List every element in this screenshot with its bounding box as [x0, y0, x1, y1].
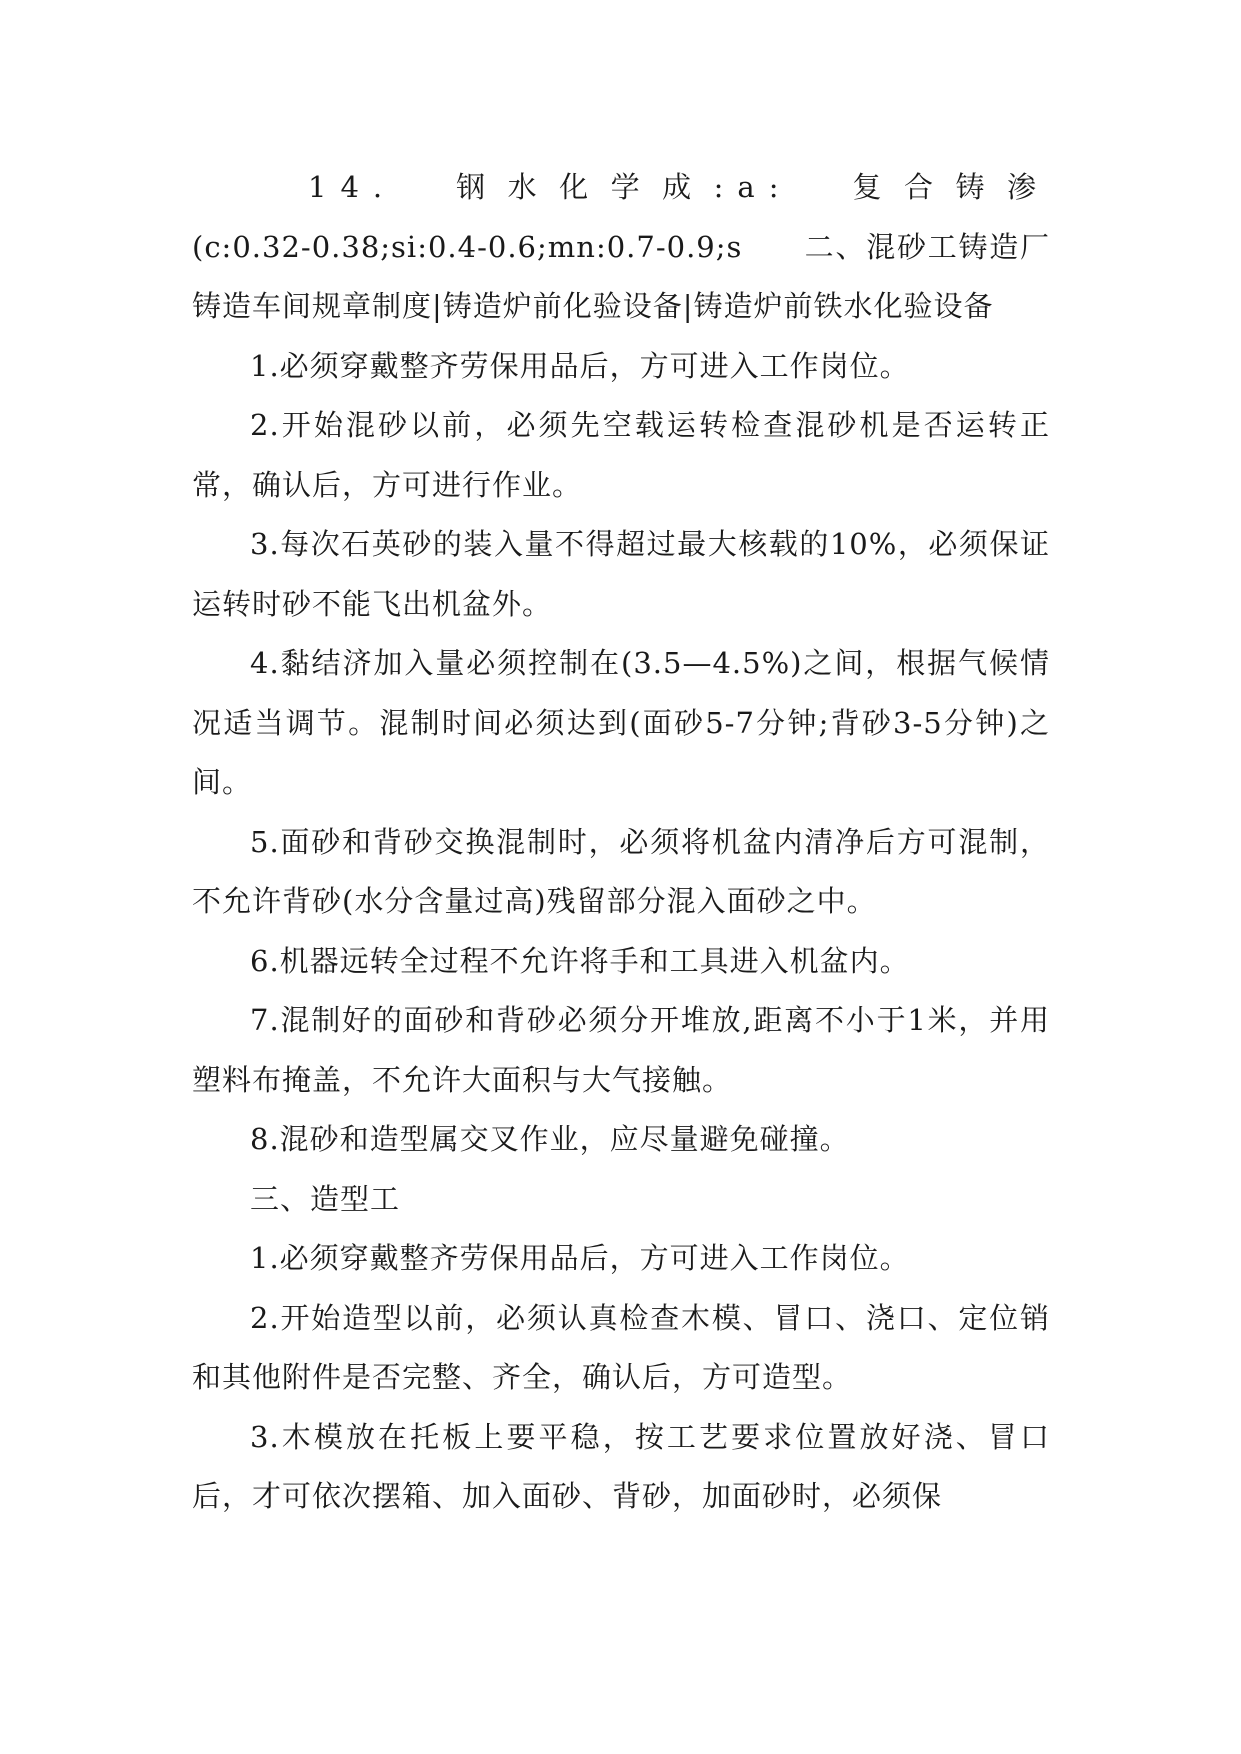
paragraph-intro: (c:0.32-0.38;si:0.4-0.6;mn:0.7-0.9;s 二、混砂工铸造厂铸造车间规章制度|铸造炉前化验设备|铸造炉前铁水化验设备 — [192, 229, 1050, 323]
section-heading-molding: 三、造型工 — [250, 1181, 401, 1216]
paragraph-mixing-4: 4.黏结济加入量必须控制在(3.5—4.5%)之间，根据气候情况适当调节。混制时间必须达到(面砂5-7分钟;背砂3-5分钟)之间。 — [192, 646, 1050, 799]
paragraph-molding-3: 3.木模放在托板上要平稳，按工艺要求位置放好浇、冒口后，才可依次摆箱、加入面砂、背砂，加面砂时，必须保 — [192, 1419, 1050, 1513]
paragraph-mixing-1: 1.必须穿戴整齐劳保用品后，方可进入工作岗位。 — [250, 348, 910, 383]
paragraph-molding-1: 1.必须穿戴整齐劳保用品后，方可进入工作岗位。 — [250, 1241, 910, 1275]
document-page — [192, 158, 1050, 1527]
paragraph-mixing-2: 2.开始混砂以前，必须先空载运转检查混砂机是否运转正常，确认后，方可进行作业。 — [192, 408, 1050, 502]
paragraph-mixing-5: 5.面砂和背砂交换混制时，必须将机盆内清净后方可混制，不允许背砂(水分含量过高)残留部分混入面砂之中。 — [192, 824, 1050, 918]
paragraph-mixing-3: 3.每次石英砂的装入量不得超过最大核载的10%，必须保证运转时砂不能飞出机盆外。 — [192, 527, 1050, 621]
paragraph-heading-line: 14. 钢水化学成:a: 复合铸渗 — [308, 170, 1050, 204]
paragraph-mixing-6: 6.机器远转全过程不允许将手和工具进入机盆内。 — [250, 943, 910, 978]
paragraph-mixing-8: 8.混砂和造型属交叉作业，应尽量避免碰撞。 — [250, 1122, 850, 1156]
paragraph-molding-2: 2.开始造型以前，必须认真检查木模、冒口、浇口、定位销和其他附件是否完整、齐全，确认后，方可造型。 — [192, 1300, 1050, 1394]
paragraph-mixing-7: 7.混制好的面砂和背砂必须分开堆放,距离不小于1米，并用塑料布掩盖，不允许大面积与大气接触。 — [192, 1003, 1050, 1097]
